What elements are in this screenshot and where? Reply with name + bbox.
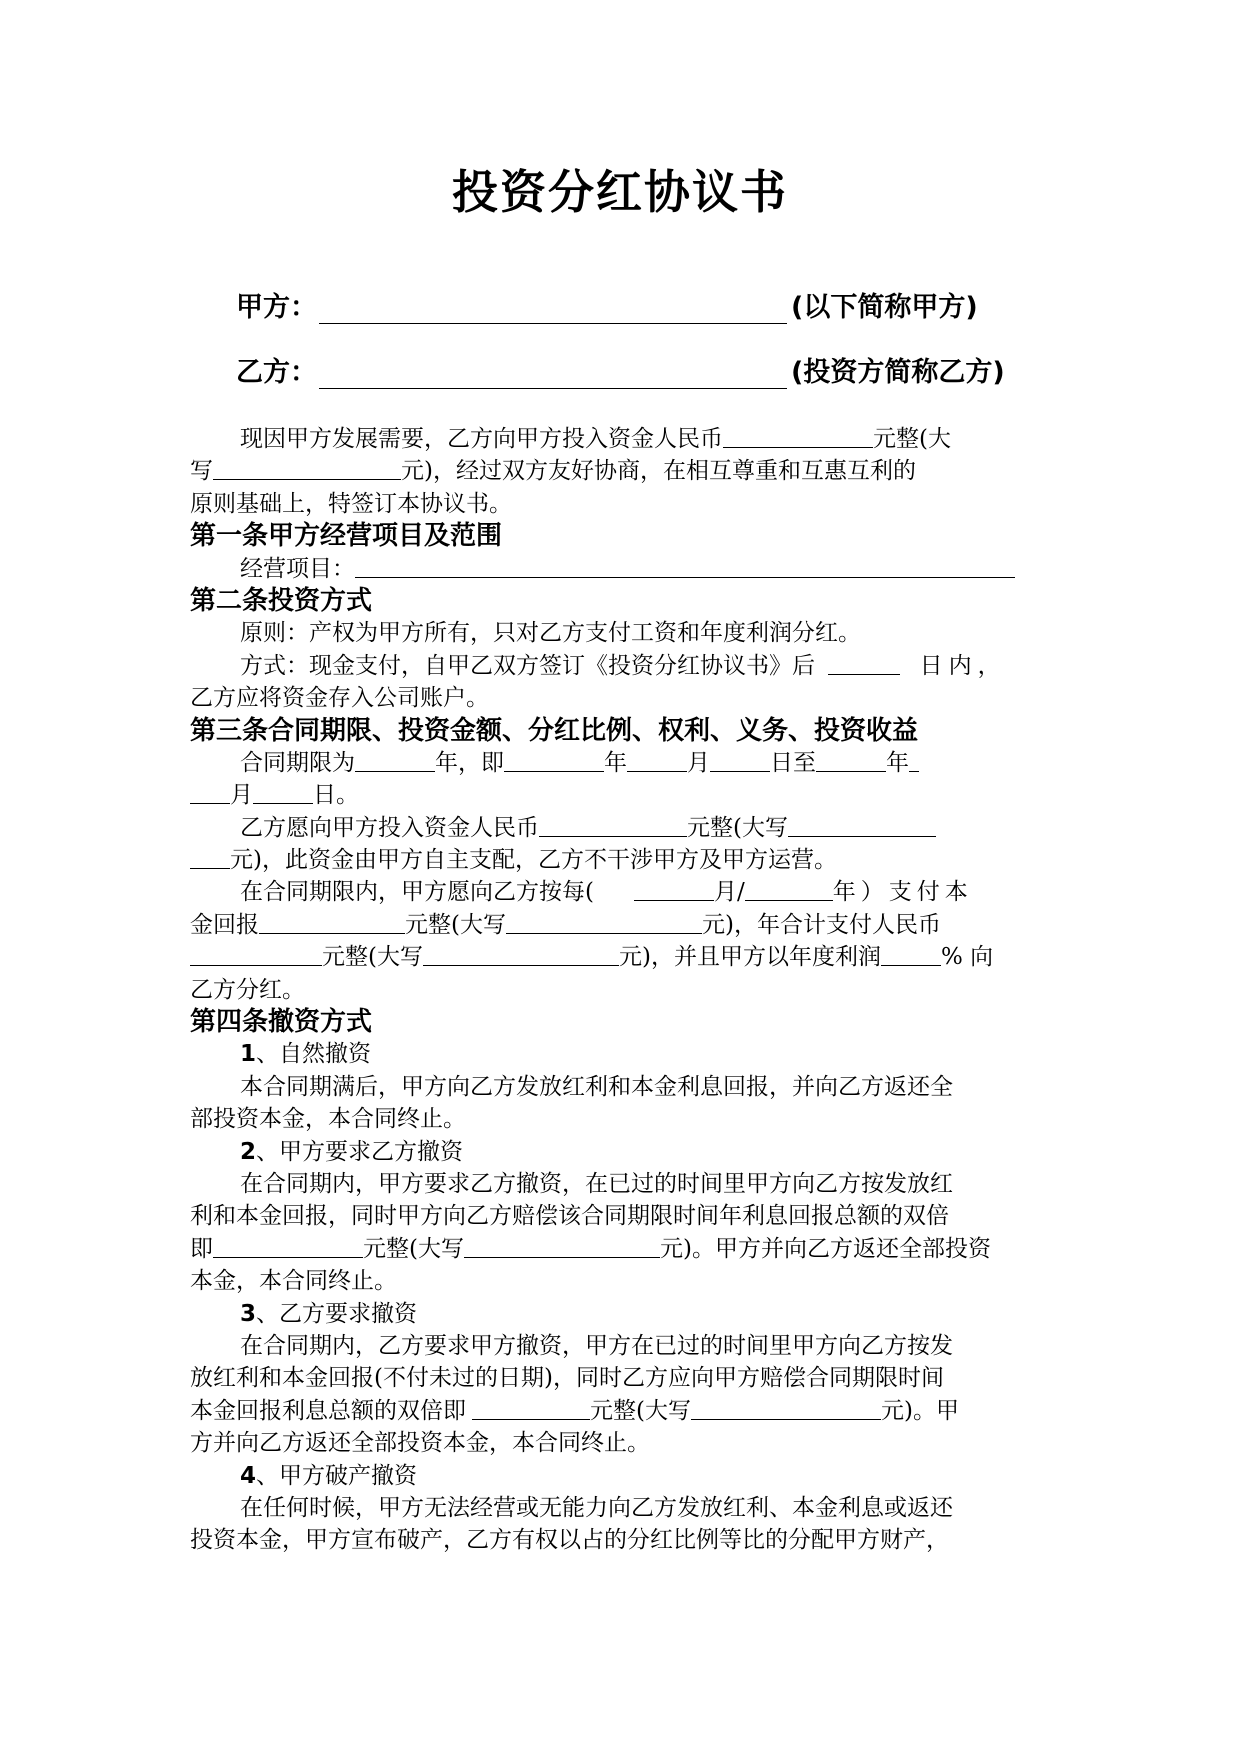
investment-text: 乙方愿向甲方投入资金人民币	[240, 814, 539, 841]
return-text: 年）支付本	[832, 879, 973, 906]
period-month-blank[interactable]	[634, 876, 714, 901]
withdrawal-4-line-1: 在任何时候，甲方无法经营或无能力向乙方发放红利、本金利息或返还	[240, 1494, 953, 1521]
article-2-heading: 第二条投资方式	[190, 585, 373, 616]
term-text: 日至	[770, 749, 816, 776]
term-text: 日。	[313, 782, 359, 809]
term-line-2	[190, 779, 1028, 811]
party-a-suffix: (以下简称甲方)	[791, 292, 978, 323]
annual-total-blank[interactable]	[190, 941, 322, 966]
investment-text: 元)，此资金由甲方自主支配，乙方不干涉甲方及甲方运营。	[230, 847, 837, 874]
withdrawal-2-line-4: 本金，本合同终止。	[190, 1268, 397, 1295]
section-number: 2	[240, 1138, 257, 1165]
intro-text: 元)，经过双方友好协商，在相互尊重和互惠互利的	[401, 458, 916, 485]
withdrawal-4-line-2: 投资本金，甲方宣布破产，乙方有权以占的分红比例等比的分配甲方财产，	[190, 1527, 949, 1554]
term-text: 年	[604, 749, 627, 776]
return-text: 金回报	[190, 911, 259, 938]
compensation-words-blank[interactable]	[464, 1233, 660, 1258]
method-line-2: 乙方应将资金存入公司账户。	[190, 685, 489, 712]
return-text: 元整(大写	[322, 944, 423, 971]
section-title: 、乙方要求撤资	[256, 1300, 418, 1327]
start-month-blank[interactable]	[627, 747, 687, 772]
business-item-label: 经营项目：	[240, 555, 355, 582]
business-item-line	[190, 553, 1028, 585]
section-number: 1	[240, 1041, 257, 1068]
section-title: 、甲方要求乙方撤资	[256, 1138, 464, 1165]
party-b-line	[236, 351, 1005, 395]
return-text: 在合同期限内，甲方愿向乙方按每(	[240, 879, 594, 906]
compensation-amount-blank[interactable]	[213, 1233, 363, 1258]
party-a-blank[interactable]	[319, 293, 787, 324]
section-number: 3	[240, 1300, 257, 1327]
start-day-blank[interactable]	[710, 747, 770, 772]
withdrawal-text: 元)。甲	[880, 1397, 959, 1424]
withdrawal-2-line-2: 利和本金回报，同时甲方向乙方赔偿该合同期限时间年利息回报总额的双倍	[190, 1203, 949, 1230]
article-1-heading: 第一条甲方经营项目及范围	[190, 521, 503, 552]
end-day-blank[interactable]	[253, 779, 313, 804]
investment-line	[190, 812, 1028, 844]
method-text: 日内，	[919, 652, 1007, 679]
end-year-blank-tail[interactable]	[909, 747, 919, 772]
return-amount-blank[interactable]	[259, 909, 405, 934]
term-line	[190, 747, 1028, 779]
withdrawal-text: 元)。甲方并向乙方返还全部投资	[659, 1235, 991, 1262]
period-year-blank[interactable]	[745, 876, 833, 901]
return-text: 元)，并且甲方以年度利润	[618, 944, 881, 971]
investment-amount-blank[interactable]	[539, 812, 687, 837]
annual-total-words-blank[interactable]	[423, 941, 619, 966]
withdrawal-text: 本金回报利息总额的双倍即	[190, 1397, 466, 1424]
term-text: 月	[687, 749, 710, 776]
end-year-blank[interactable]	[816, 747, 886, 772]
investment-line-2	[190, 844, 1028, 876]
withdrawal-text: 元整(大写	[590, 1397, 691, 1424]
return-line-3	[190, 941, 1028, 973]
investment-words-blank-tail[interactable]	[190, 844, 230, 869]
intro-text: 写	[190, 458, 213, 485]
return-line-2	[190, 909, 1028, 941]
section-title: 、自然撤资	[256, 1041, 372, 1068]
end-month-blank[interactable]	[190, 779, 230, 804]
withdrawal-3-line-4: 方并向乙方返还全部投资本金，本合同终止。	[190, 1430, 650, 1457]
document-title: 投资分红协议书	[452, 165, 788, 219]
document-body	[190, 423, 1028, 1557]
term-text: 合同期限为	[240, 749, 355, 776]
method-line	[190, 650, 1028, 682]
return-text: % 向	[940, 944, 994, 971]
intro-line-1	[190, 423, 1028, 455]
withdrawal-2-line-3	[190, 1233, 1028, 1265]
return-text: 元)，年合计支付人民币	[701, 911, 941, 938]
penalty-words-blank[interactable]	[691, 1395, 881, 1420]
intro-text: 现因甲方发展需要，乙方向甲方投入资金人民币	[240, 426, 723, 452]
investment-text: 元整(大写	[687, 814, 788, 841]
return-text: 月/	[713, 879, 745, 906]
party-b-suffix: (投资方简称乙方)	[791, 357, 1005, 388]
party-a-label: 甲方：	[236, 292, 317, 323]
term-text: 年	[886, 749, 909, 776]
method-text: 方式：现金支付，自甲乙双方签订《投资分红协议书》后	[240, 652, 815, 679]
withdrawal-1-line-1: 本合同期满后，甲方向乙方发放红利和本金利息回报，并向乙方返还全	[240, 1073, 953, 1100]
days-blank[interactable]	[828, 650, 900, 675]
start-year-blank[interactable]	[504, 747, 604, 772]
withdrawal-2-title	[190, 1136, 1028, 1168]
withdrawal-3-line-3	[190, 1395, 1028, 1427]
party-b-label: 乙方：	[236, 357, 317, 388]
section-number: 4	[240, 1462, 257, 1489]
term-text: 年，即	[435, 749, 504, 776]
principle-line: 原则：产权为甲方所有，只对乙方支付工资和年度利润分红。	[240, 620, 861, 647]
term-years-blank[interactable]	[355, 747, 435, 772]
investment-words-blank[interactable]	[788, 812, 936, 837]
withdrawal-text: 元整(大写	[363, 1235, 464, 1262]
amount-blank[interactable]	[723, 423, 873, 448]
business-item-blank[interactable]	[355, 553, 1015, 578]
return-line-4: 乙方分红。	[190, 976, 305, 1003]
profit-percent-blank[interactable]	[881, 941, 941, 966]
term-text: 月	[230, 782, 253, 809]
penalty-amount-blank[interactable]	[472, 1395, 590, 1420]
return-text: 元整(大写	[405, 911, 506, 938]
party-b-blank[interactable]	[319, 358, 787, 389]
withdrawal-3-line-2: 放红利和本金回报(不付未过的日期)，同时乙方应向甲方赔偿合同期限时间	[190, 1365, 944, 1392]
withdrawal-text: 即	[190, 1235, 213, 1262]
withdrawal-1-title	[190, 1038, 1028, 1070]
intro-text: 元整(大	[873, 426, 951, 452]
article-4-heading: 第四条撤资方式	[190, 1007, 373, 1038]
withdrawal-4-title	[190, 1460, 1028, 1492]
party-a-line	[236, 286, 978, 330]
withdrawal-2-line-1: 在合同期内，甲方要求乙方撤资，在已过的时间里甲方向乙方按发放红	[240, 1170, 953, 1197]
return-line-1	[190, 876, 1028, 908]
intro-line-3: 原则基础上，特签订本协议书。	[190, 490, 512, 517]
amount-words-blank[interactable]	[213, 455, 401, 480]
intro-line-2	[190, 455, 1028, 487]
withdrawal-3-title	[190, 1298, 1028, 1330]
section-title: 、甲方破产撤资	[256, 1462, 418, 1489]
withdrawal-1-line-2: 部投资本金，本合同终止。	[190, 1106, 466, 1133]
article-3-heading: 第三条合同期限、投资金额、分红比例、权利、义务、投资收益	[190, 715, 919, 746]
return-words-blank[interactable]	[506, 909, 702, 934]
withdrawal-3-line-1: 在合同期内，乙方要求甲方撤资，甲方在已过的时间里甲方向乙方按发	[240, 1332, 953, 1359]
